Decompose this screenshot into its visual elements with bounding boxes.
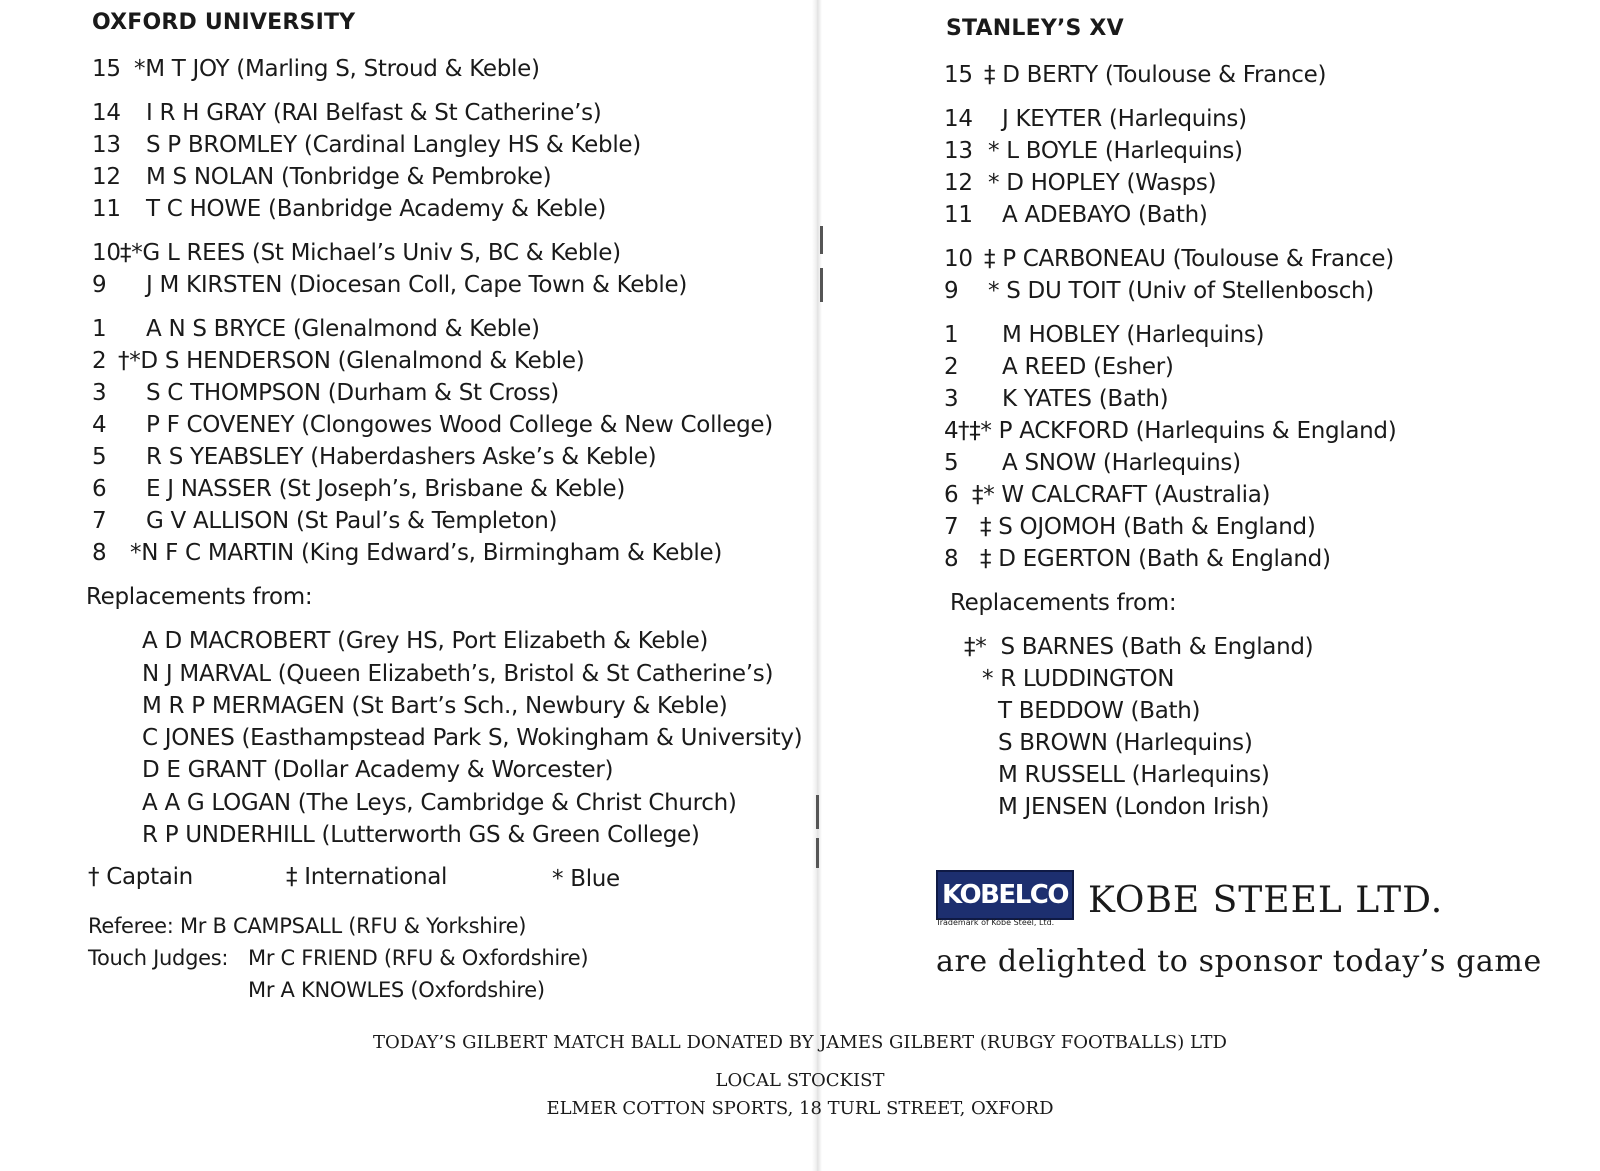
kobelco-logo: KOBELCO — [936, 870, 1074, 920]
page-spine — [812, 0, 822, 1171]
replacement-row: T BEDDOW (Bath) — [998, 698, 1201, 724]
local-stockist-label: LOCAL STOCKIST — [715, 1070, 885, 1091]
kobelco-trademark: Trademark of Kobe Steel, Ltd. — [936, 918, 1055, 927]
replacement-row: * R LUDDINGTON — [982, 666, 1175, 692]
referee-line: Referee: Mr B CAMPSALL (RFU & Yorkshire) — [88, 914, 527, 938]
staple-bottom-upper — [816, 795, 819, 829]
touch-judges-label: Touch Judges: — [88, 946, 229, 970]
legend-blue: * Blue — [552, 866, 620, 892]
match-ball-credit: TODAY’S GILBERT MATCH BALL DONATED BY JAMES GILBERT (RUBGY FOOTBALLS) LTD — [373, 1032, 1227, 1053]
legend-captain: † Captain — [88, 864, 193, 890]
replacement-row: ‡* S BARNES (Bath & England) — [964, 634, 1314, 660]
sponsor-message: are delighted to sponsor today’s game — [936, 944, 1542, 979]
staple-top-lower — [820, 268, 823, 302]
replacement-row: R P UNDERHILL (Lutterworth GS & Green College) — [142, 822, 700, 848]
legend-international: ‡ International — [286, 864, 448, 890]
replacement-row: M R P MERMAGEN (St Bart’s Sch., Newbury & Keble) — [142, 693, 728, 719]
sponsor-company-name: KOBE STEEL LTD. — [1088, 880, 1444, 921]
staple-bottom-lower — [816, 838, 819, 868]
staple-top-upper — [820, 226, 823, 254]
replacement-row: A A G LOGAN (The Leys, Cambridge & Christ Church) — [142, 790, 737, 816]
replacement-row: M RUSSELL (Harlequins) — [998, 762, 1270, 788]
touch-judge: Mr C FRIEND (RFU & Oxfordshire) — [248, 946, 589, 970]
local-stockist-address: ELMER COTTON SPORTS, 18 TURL STREET, OXFORD — [546, 1098, 1054, 1119]
oxford-team-title: OXFORD UNIVERSITY — [92, 10, 356, 35]
replacement-row: D E GRANT (Dollar Academy & Worcester) — [142, 757, 614, 783]
replacement-row: C JONES (Easthampstead Park S, Wokingham & University) — [142, 725, 803, 751]
stanleys-team-title: STANLEY’S XV — [946, 16, 1124, 41]
stanleys-replacements-label: Replacements from: — [950, 590, 1177, 616]
oxford-replacements-label: Replacements from: — [86, 584, 313, 610]
replacement-row: S BROWN (Harlequins) — [998, 730, 1253, 756]
replacement-row: N J MARVAL (Queen Elizabeth’s, Bristol & St Catherine’s) — [142, 661, 774, 687]
replacement-row: M JENSEN (London Irish) — [998, 794, 1270, 820]
touch-judge: Mr A KNOWLES (Oxfordshire) — [248, 978, 545, 1002]
replacement-row: A D MACROBERT (Grey HS, Port Elizabeth & Keble) — [142, 628, 709, 654]
